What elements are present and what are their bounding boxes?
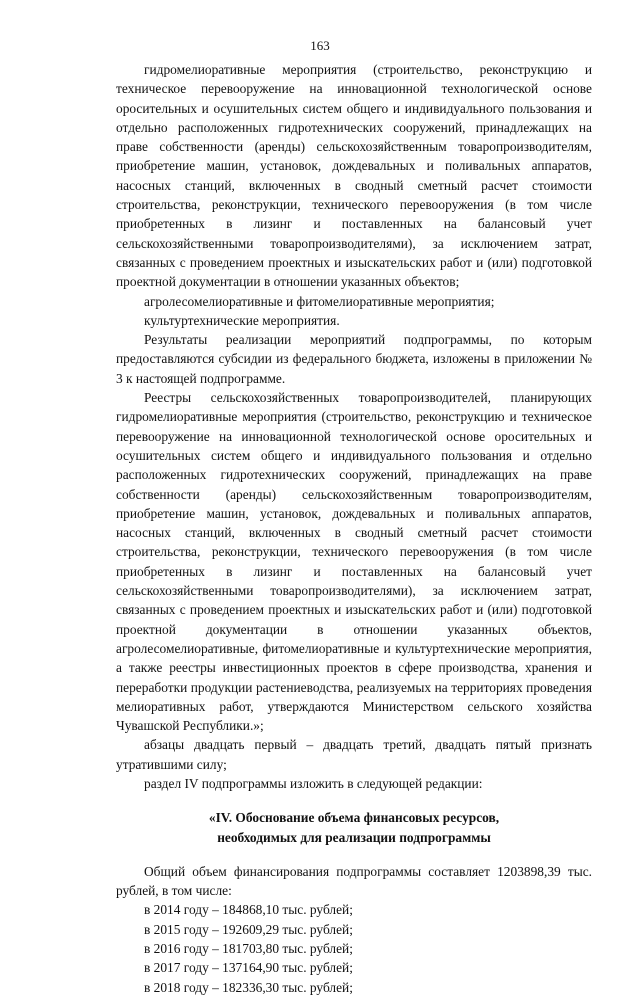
paragraph-registers: Реестры сельскохозяйственных товаропроизводителей, планирующих гидромелиоративные мероприятия (строительство, реконструкцию и техническое перевооружение на инновационной технологической основе оросительных и осушительных систем общего и индивидуального пользования и отдельно расположенных гидротехнических сооружений, принадлежащих на праве собственности (аренды) сельскохозяйственным товаропроизводителям, приобретение машин, установок, дождевальных и поливальных аппаратов, насосных станций, включенных в сводный сметный расчет стоимости строительства, реконструкции, технического перевооружения (в том числе приобретенных в лизинг и поставленных на балансовый учет сельскохозяйственными товаропроизводителями), за исключением затрат, связанных с проведением проектных и изыскательских работ и (или) подготовкой проектной документации в отношении указанных объектов, агролесомелиоративные, фитомелиоративные и культуртехнические мероприятия, а также реестры инвестиционных проектов в сфере производства, хранения и переработки продукции растениеводства, реализуемых на территориях проведения мелиоративных работ, утверждаются Министерством сельского хозяйства Чувашской Республики.»; bbox=[116, 390, 592, 734]
paragraph-hydromelioration: гидромелиоративные мероприятия (строительство, реконструкцию и техническое перевооружение на инновационной технологической основе оросительных и осушительных систем общего и индивидуального пользования и отдельно расположенных гидротехнических сооружений, принадлежащих на праве собственности (аренды) сельскохозяйственным товаропроизводителям, приобретение машин, установок, дождевальных и поливальных аппаратов, насосных станций, включенных в сводный сметный расчет стоимости строительства, реконструкции, технического перевооружения (в том числе приобретенных в лизинг и поставленных на балансовый учет сельскохозяйственными товаропроизводителями), за исключением затрат, связанных с проведением проектных и изыскательских работ и (или) подготовкой проектной документации в отношении указанных объектов; bbox=[116, 62, 592, 290]
funding-intro: Общий объем финансирования подпрограммы составляет 1203898,39 тыс. рублей, в том числе: bbox=[116, 863, 592, 899]
funding-year-item: в 2018 году – 182336,30 тыс. рублей; bbox=[144, 979, 353, 995]
section-title-line-2: необходимых для реализации подпрограммы bbox=[217, 829, 491, 845]
funding-year-item: в 2015 году – 192609,29 тыс. рублей; bbox=[144, 921, 353, 937]
page-number: 163 bbox=[310, 38, 330, 53]
paragraph-section-iv-intro: раздел IV подпрограммы изложить в следующей редакции: bbox=[144, 775, 483, 791]
funding-year-item: в 2017 году – 137164,90 тыс. рублей; bbox=[144, 960, 353, 976]
funding-year-list bbox=[116, 900, 592, 996]
section-title-line-1: «IV. Обоснование объема финансовых ресурсов, bbox=[208, 810, 500, 826]
paragraph-agroforest: агролесомелиоративные и фитомелиоративные мероприятия; bbox=[144, 293, 495, 309]
document-body bbox=[116, 60, 592, 997]
paragraph-culturtech: культуртехнические мероприятия. bbox=[144, 312, 340, 328]
funding-year-item: в 2014 году – 184868,10 тыс. рублей; bbox=[144, 902, 353, 918]
paragraph-paragraphs-void: абзацы двадцать первый – двадцать третий, двадцать пятый признать утратившими силу; bbox=[116, 737, 592, 772]
section-title bbox=[116, 808, 592, 847]
paragraph-results: Результаты реализации мероприятий подпрограммы, по которым предоставляются субсидии из федерального бюджета, изложены в приложении № 3 к настоящей подпрограмме. bbox=[116, 332, 592, 386]
funding-year-item: в 2016 году – 181703,80 тыс. рублей; bbox=[144, 941, 353, 957]
